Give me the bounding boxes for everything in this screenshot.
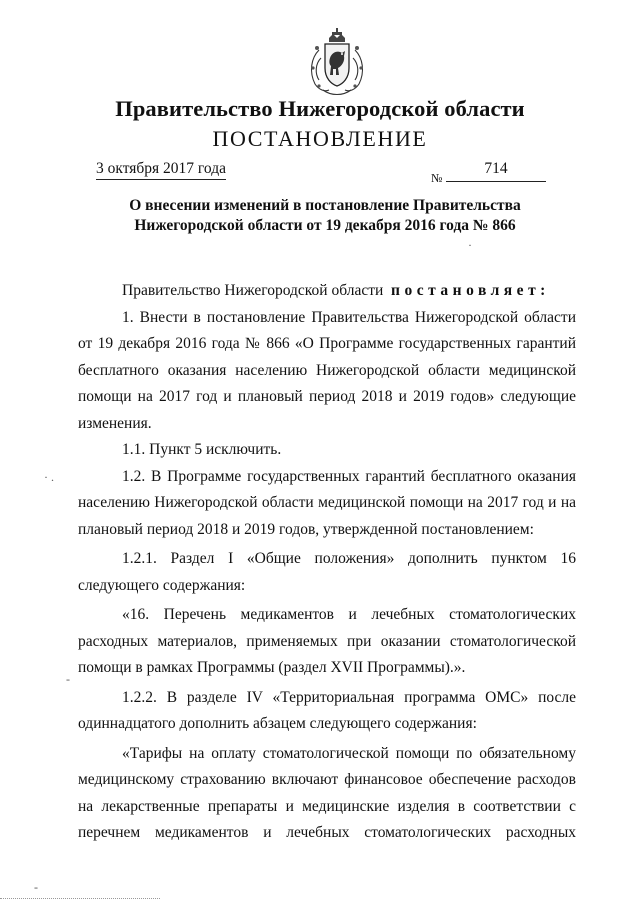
paragraph-1-1: 1.1. Пункт 5 исключить.	[122, 441, 282, 458]
quote-tariffs-line: медицинскому страхованию включают финансовое обеспечение расходов	[78, 771, 576, 788]
intro-paragraph	[78, 278, 576, 305]
document-date: 3 октября 2017 года	[96, 160, 226, 180]
paragraph-1-2-1-line: 1.2.1. Раздел I «Общие положения» дополнить пунктом 16	[122, 550, 576, 567]
document-body	[78, 278, 576, 847]
scan-speck: · .	[44, 470, 54, 484]
intro-text: Правительство Нижегородской области	[122, 282, 384, 299]
paragraph-1-line: 1. Внести в постановление Правительства Нижегородской области	[122, 308, 576, 326]
document-type: ПОСТАНОВЛЕНИЕ	[212, 126, 428, 151]
scan-edge-rule	[0, 898, 160, 899]
quote-tariffs-line: «Тарифы на оплату стоматологической помощи по обязательному	[122, 744, 576, 762]
paragraph-1-2-line: населению Нижегородской области медицинской помощи на 2017 год и на	[78, 494, 576, 511]
paragraph-1-2-2-line: 1.2.2. В разделе IV «Территориальная программа ОМС» после	[122, 688, 576, 706]
quote-tariffs-line: перечнем медикаментов и лечебных стоматологических расходных	[78, 824, 576, 841]
paragraph-1-line: изменения.	[78, 414, 152, 432]
paragraph-1-2-2-line: одиннадцатого дополнить абзацем следующего содержания:	[78, 715, 477, 732]
intro-verb: постановляет:	[391, 282, 550, 299]
coat-of-arms-icon	[305, 28, 369, 98]
number-sign: №	[431, 171, 443, 185]
scan-speck: ·	[468, 238, 472, 252]
paragraph-1-line: от 19 декабря 2016 года № 866 «О Программе государственных гарантий	[78, 335, 576, 352]
quote-16-line: расходных материалов, применяемых при оказании стоматологической	[78, 632, 576, 650]
scan-speck: -	[34, 880, 38, 894]
subject-line-2: Нижегородской области от 19 декабря 2016 года № 866	[134, 217, 516, 234]
paragraph-1-line: бесплатного оказания населению Нижегородской области медицинской	[78, 361, 576, 379]
quote-16-line: «16. Перечень медикаментов и лечебных стоматологических	[122, 606, 576, 623]
paragraph-1-2-line: плановый период 2018 и 2019 годов, утвержденной постановлением:	[78, 520, 534, 538]
quote-tariffs-line: на лекарственные препараты и медицинские изделия в соответствии с	[78, 797, 576, 815]
subject-line-1: О внесении изменений в постановление Правительства	[129, 197, 521, 214]
paragraph-1-2-line: 1.2. В Программе государственных гарантий бесплатного оказания	[122, 467, 576, 485]
paragraph-1-2-1-line: следующего содержания:	[78, 576, 246, 594]
document-subject	[110, 196, 540, 236]
document-number: 714	[446, 160, 546, 182]
quote-16-line: помощи в рамках Программы (раздел XVII Программы).».	[78, 659, 466, 676]
paragraph-1-line: помощи на 2017 год и плановый период 2018 и 2019 годов» следующие	[78, 388, 576, 405]
government-title: Правительство Нижегородской области	[115, 96, 525, 121]
scan-speck: -	[66, 672, 70, 686]
